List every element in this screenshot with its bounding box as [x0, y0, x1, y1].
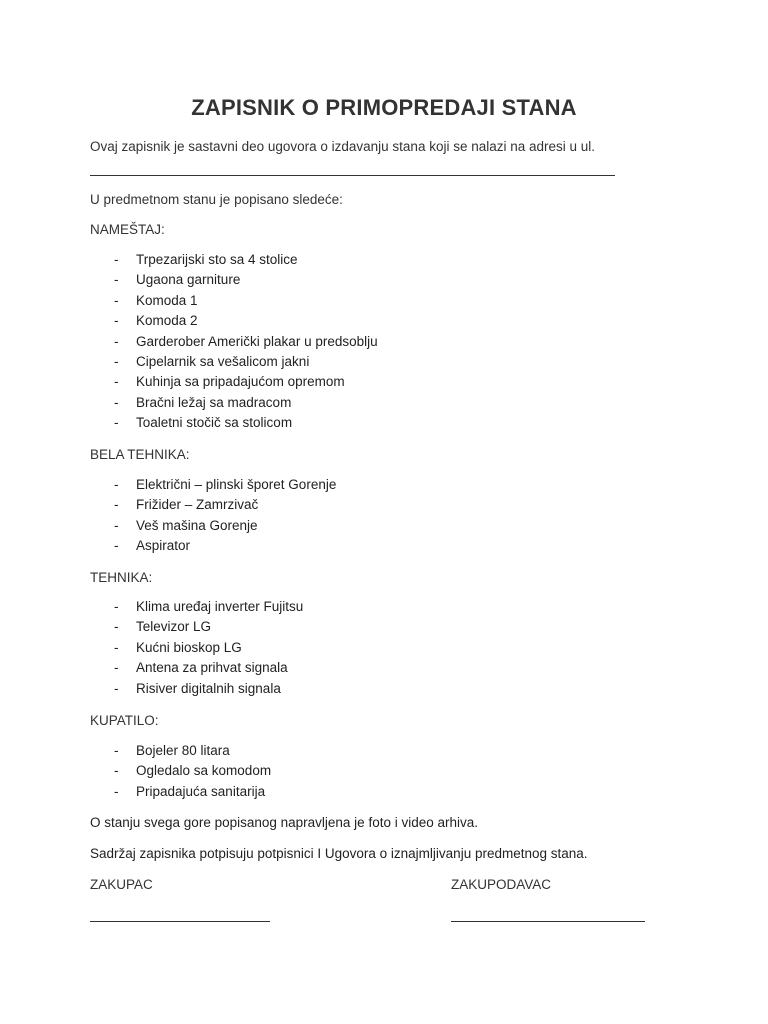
- list-item-text: Ugaona garniture: [136, 272, 241, 288]
- bullet-dash: -: [114, 292, 119, 308]
- bullet-dash: -: [114, 415, 119, 431]
- bullet-dash: -: [114, 333, 119, 349]
- list-item-text: Pripadajuća sanitarija: [136, 783, 266, 799]
- list-item-text: Električni – plinski šporet Gorenje: [136, 477, 337, 492]
- bullet-dash: -: [114, 394, 119, 410]
- bullet-dash: -: [114, 313, 119, 329]
- list-item-text: Risiver digitalnih signala: [136, 680, 281, 696]
- section-heading-bela-tehnika: BELA TEHNIKA:: [90, 447, 190, 462]
- landlord-signature-line: [451, 921, 645, 922]
- list-item-text: Trpezarijski sto sa 4 stolice: [136, 252, 298, 267]
- list-item-text: Kuhinja sa pripadajućom opremom: [136, 374, 345, 390]
- bullet-dash: -: [114, 660, 119, 676]
- list-item-text: Ogledalo sa komodom: [136, 763, 272, 779]
- bullet-dash: -: [114, 763, 119, 779]
- list-item-text: Frižider – Zamrzivač: [136, 497, 259, 513]
- list-item-text: Kućni bioskop LG: [136, 639, 242, 655]
- bullet-dash: -: [114, 639, 119, 655]
- section-heading-namestaj: NAMEŠTAJ:: [90, 222, 165, 237]
- bullet-dash: -: [114, 538, 119, 554]
- bullet-dash: -: [114, 599, 119, 614]
- list-item-text: Cipelarnik sa vešalicom jakni: [136, 353, 310, 369]
- landlord-signature-label: ZAKUPODAVAC: [451, 877, 552, 892]
- address-blank-line: [90, 175, 615, 176]
- section-heading-tehnika: TEHNIKA:: [90, 570, 153, 585]
- intro-text: Ovaj zapisnik je sastavni deo ugovora o izdavanju stana koji se nalazi na adresi u ul.: [90, 139, 596, 154]
- bullet-dash: -: [114, 477, 119, 492]
- list-item-text: Antena za prihvat signala: [136, 660, 288, 676]
- list-item-text: Veš mašina Gorenje: [136, 517, 258, 533]
- tenant-signature-line: [90, 921, 270, 922]
- bullet-dash: -: [114, 680, 119, 696]
- list-item-text: Komoda 1: [136, 292, 198, 308]
- list-item-text: Bračni ležaj sa madracom: [136, 394, 292, 410]
- bullet-dash: -: [114, 743, 119, 758]
- bullet-dash: -: [114, 497, 119, 513]
- list-item-text: Bojeler 80 litara: [136, 743, 230, 758]
- list-item-text: Aspirator: [136, 538, 191, 554]
- bullet-dash: -: [114, 353, 119, 369]
- bullet-dash: -: [114, 252, 119, 267]
- document-title: ZAPISNIK O PRIMOPREDAJI STANA: [191, 95, 577, 120]
- closing-paragraph-signatories: Sadržaj zapisnika potpisuju potpisnici I Ugovora o iznajmljivanju predmetnog stana.: [90, 846, 588, 861]
- list-item-text: Klima uređaj inverter Fujitsu: [136, 599, 304, 614]
- bullet-dash: -: [114, 517, 119, 533]
- tenant-signature-label: ZAKUPAC: [90, 877, 153, 892]
- inventory-intro: U predmetnom stanu je popisano sledeće:: [90, 192, 343, 207]
- list-item-text: Garderober Američki plakar u predsoblju: [136, 333, 378, 349]
- bullet-dash: -: [114, 374, 119, 390]
- bullet-dash: -: [114, 619, 119, 635]
- list-item-text: Komoda 2: [136, 313, 198, 329]
- closing-paragraph-archive: O stanju svega gore popisanog napravljena je foto i video arhiva.: [90, 815, 478, 830]
- bullet-dash: -: [114, 272, 119, 288]
- list-item-text: Televizor LG: [136, 619, 212, 635]
- list-item-text: Toaletni stočič sa stolicom: [136, 415, 293, 431]
- section-heading-kupatilo: KUPATILO:: [90, 713, 159, 728]
- bullet-dash: -: [114, 783, 119, 799]
